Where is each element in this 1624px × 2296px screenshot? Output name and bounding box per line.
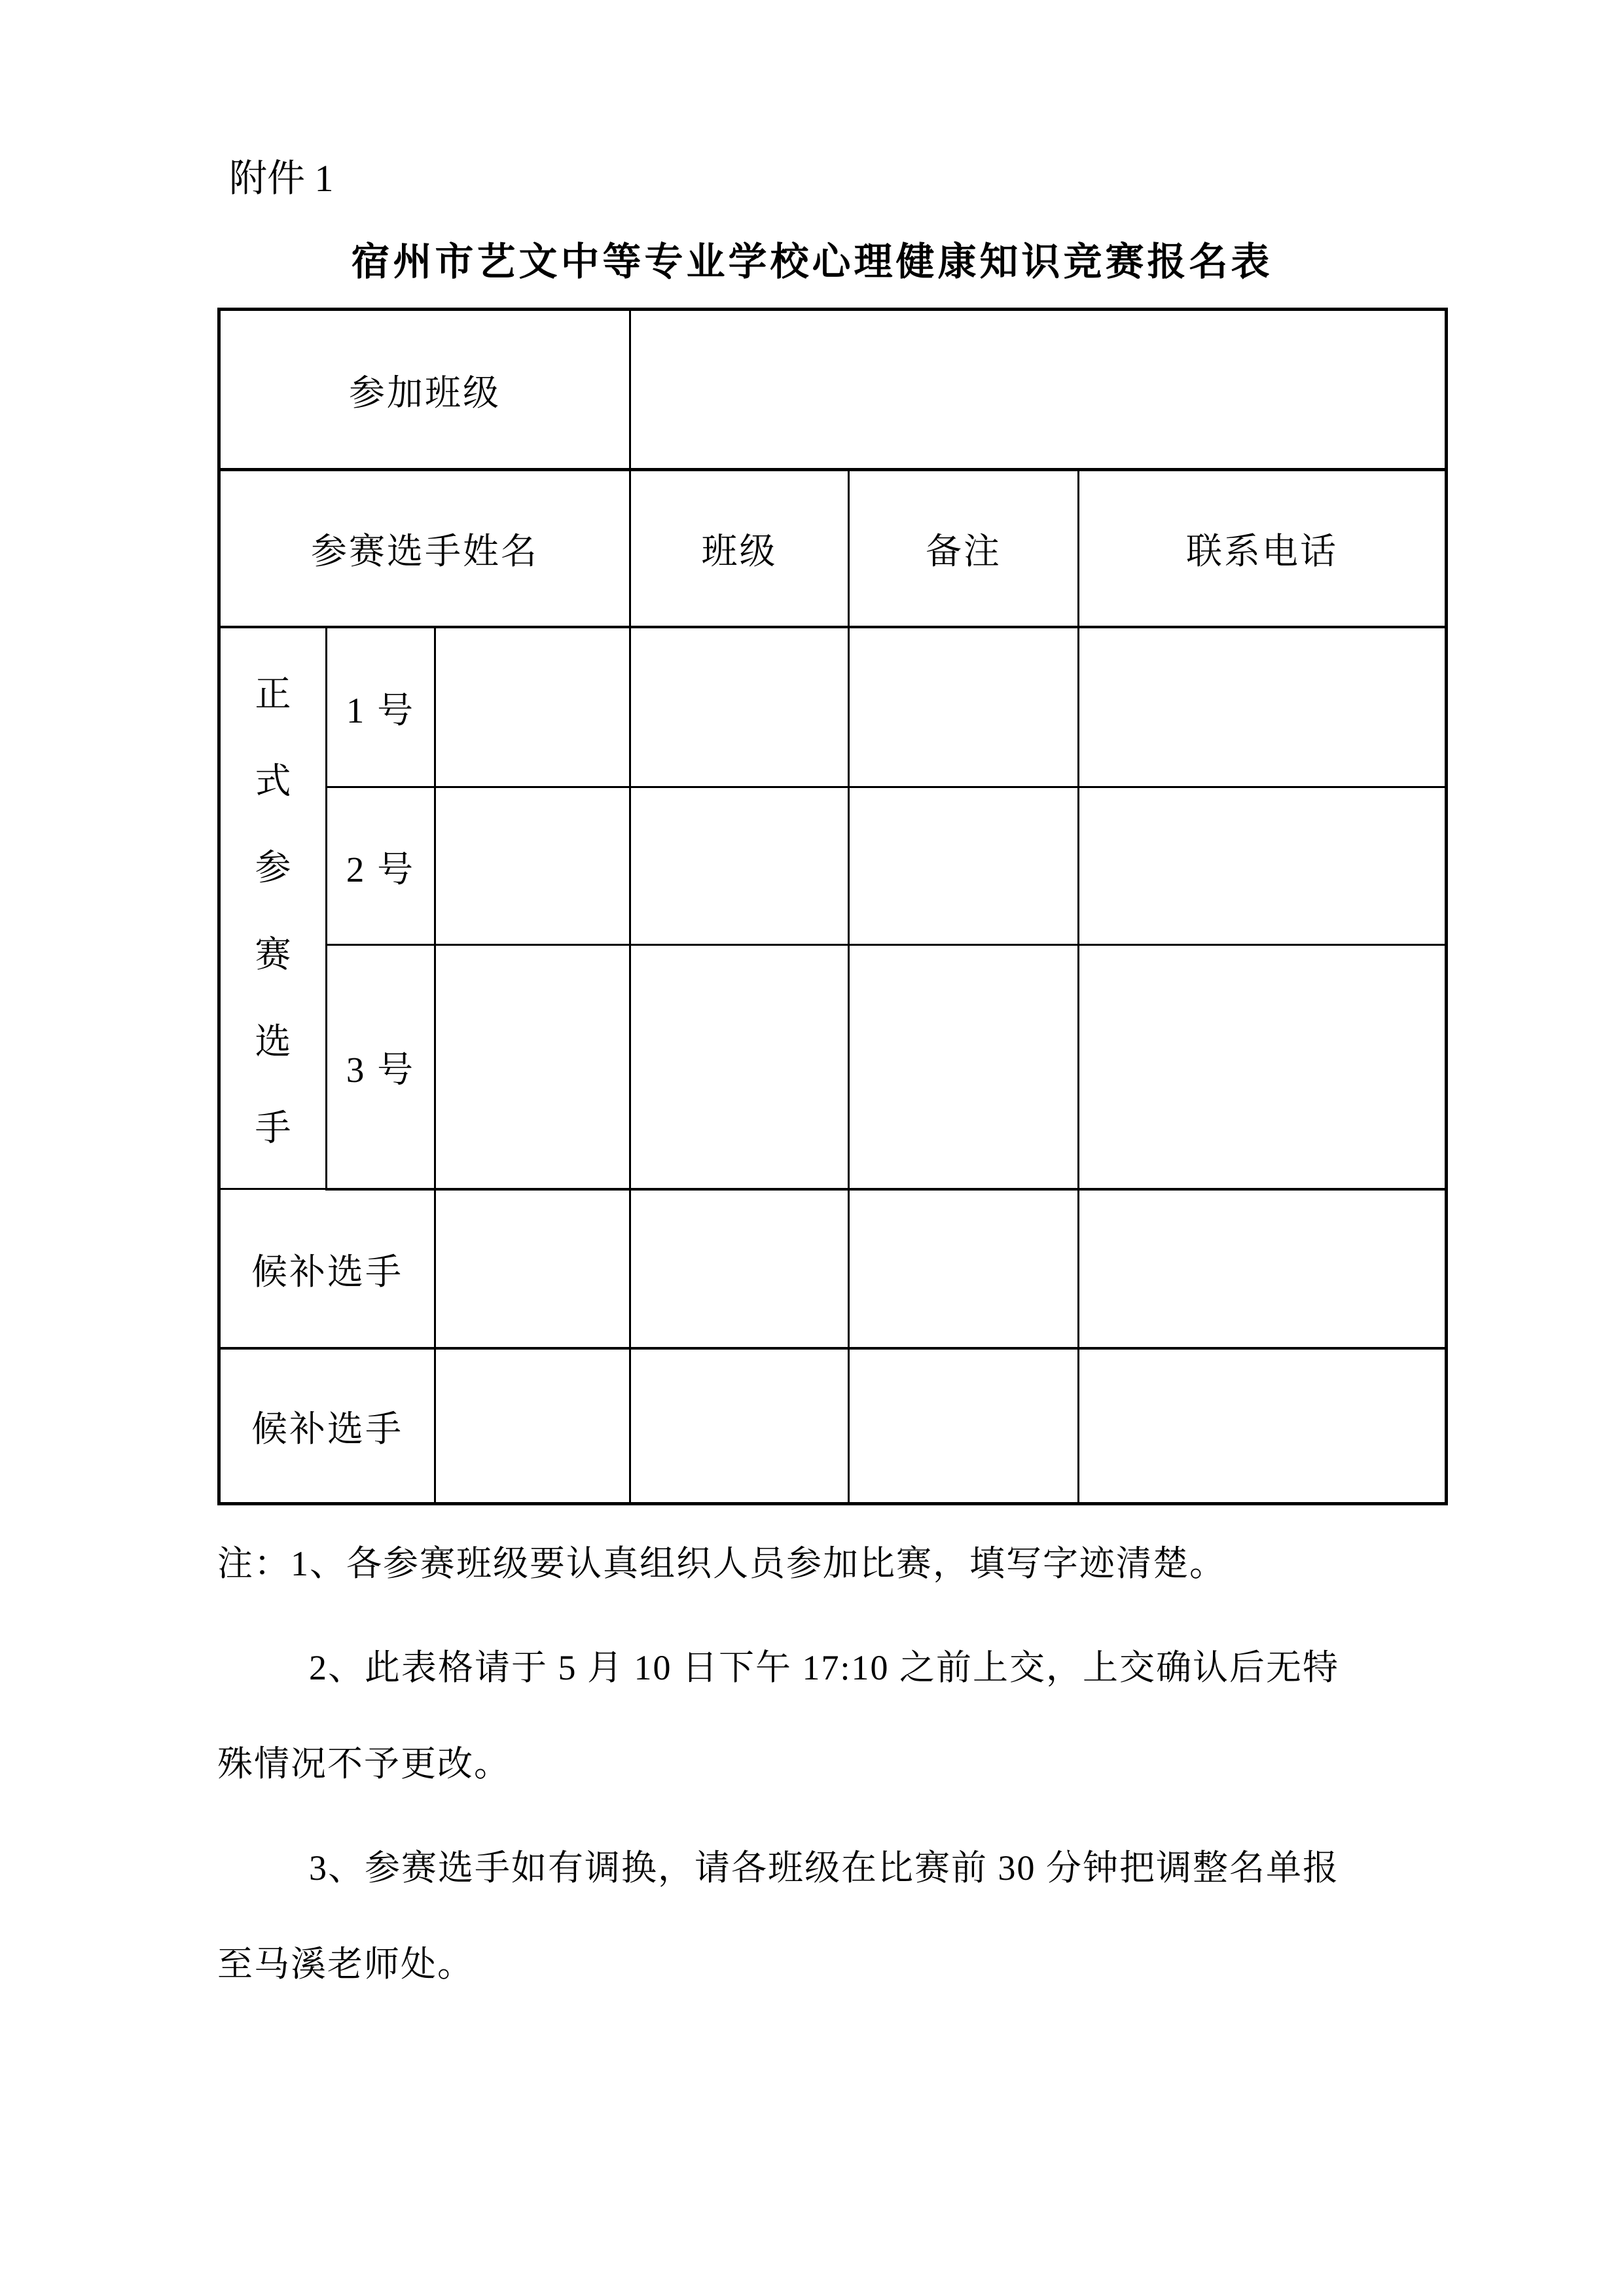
participating-class-row: [219, 310, 1447, 470]
attachment-label: 附件 1: [229, 157, 334, 200]
official-label-char: 赛: [255, 935, 291, 975]
participating-class-value-cell: [630, 310, 1447, 470]
substitute-2-remark-cell: [849, 1348, 1079, 1504]
substitute-2-label: 候补选手: [219, 1348, 435, 1504]
player-row-3: [219, 945, 1447, 1189]
player-3-number: 3 号: [327, 945, 435, 1189]
official-players-label-text: [221, 630, 325, 1186]
player-1-name-cell: [435, 627, 630, 787]
official-label-char: 式: [255, 761, 291, 801]
official-label-char: 手: [255, 1108, 291, 1149]
substitute-row-2: [219, 1348, 1447, 1504]
player-3-name-cell: [435, 945, 630, 1189]
note-line-3: 殊情况不予更改。: [217, 1744, 511, 1784]
note-line-4: 3、参赛选手如有调换，请各班级在比赛前 30 分钟把调整名单报: [309, 1848, 1339, 1888]
player-2-class-cell: [630, 787, 849, 945]
registration-table: [217, 308, 1448, 1505]
substitute-1-remark-cell: [849, 1189, 1079, 1348]
player-row-1: [219, 627, 1447, 787]
substitute-2-phone-cell: [1079, 1348, 1447, 1504]
player-3-remark-cell: [849, 945, 1079, 1189]
substitute-row-1: [219, 1189, 1447, 1348]
official-players-label: [219, 627, 327, 1189]
official-label-char: 选: [255, 1021, 291, 1062]
player-2-phone-cell: [1079, 787, 1447, 945]
player-3-class-cell: [630, 945, 849, 1189]
notes-section: [217, 1546, 1461, 1982]
header-player-name: 参赛选手姓名: [219, 470, 630, 627]
official-label-char: 参: [255, 848, 291, 888]
player-2-number: 2 号: [327, 787, 435, 945]
substitute-1-name-cell: [435, 1189, 630, 1348]
player-2-remark-cell: [849, 787, 1079, 945]
note-line-5: 至马溪老师处。: [217, 1945, 474, 1984]
substitute-2-class-cell: [630, 1348, 849, 1504]
header-remark: 备注: [849, 470, 1079, 627]
substitute-1-phone-cell: [1079, 1189, 1447, 1348]
player-1-class-cell: [630, 627, 849, 787]
header-phone: 联系电话: [1079, 470, 1447, 627]
player-3-phone-cell: [1079, 945, 1447, 1189]
note-line-2: 2、此表格请于 5 月 10 日下午 17:10 之前上交，上交确认后无特: [309, 1648, 1340, 1687]
player-1-remark-cell: [849, 627, 1079, 787]
document-title: 宿州市艺文中等专业学校心理健康知识竞赛报名表: [351, 240, 1273, 283]
substitute-1-class-cell: [630, 1189, 849, 1348]
player-1-phone-cell: [1079, 627, 1447, 787]
note-line-1: 注：1、各参赛班级要认真组织人员参加比赛，填写字迹清楚。: [217, 1544, 1226, 1583]
player-row-2: [219, 787, 1447, 945]
participating-class-label: 参加班级: [219, 310, 630, 470]
substitute-2-name-cell: [435, 1348, 630, 1504]
substitute-1-label: 候补选手: [219, 1189, 435, 1348]
table-header-row: [219, 470, 1447, 627]
player-2-name-cell: [435, 787, 630, 945]
header-class: 班级: [630, 470, 849, 627]
official-label-char: 正: [255, 673, 291, 714]
player-1-number: 1 号: [327, 627, 435, 787]
